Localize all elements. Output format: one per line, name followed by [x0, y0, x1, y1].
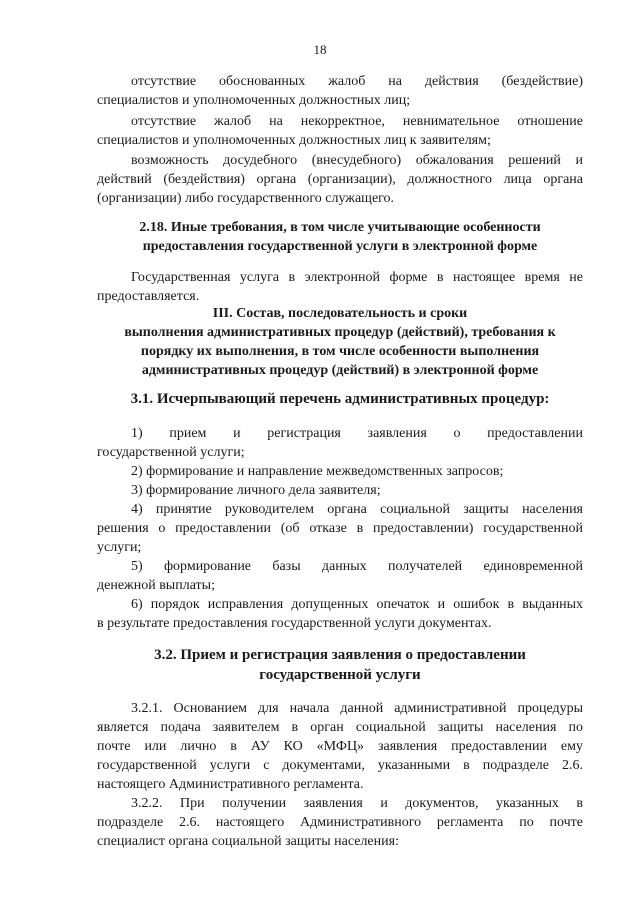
intro-line: отсутствие обоснованных жалоб на действия (бездействие) — [131, 74, 583, 89]
list-line: 3) формирование личного дела заявителя; — [131, 483, 381, 498]
list-line: 1) прием и регистрация заявления о предоставлении — [131, 426, 583, 441]
intro-line: специалистов и уполномоченных должностных лиц к заявителям; — [97, 133, 491, 148]
paragraph-line: почте или лично в АУ КО «МФЦ» заявления предоставлении ему — [97, 739, 583, 754]
section-3-heading: выполнения административных процедур (действий), требования к — [124, 325, 556, 340]
section-2-18-heading: 2.18. Иные требования, в том числе учитывающие особенности — [139, 220, 541, 235]
paragraph-line: 3.2.1. Основанием для начала данной административной процедуры — [131, 701, 583, 716]
section-2-18-text: предоставляется. — [97, 289, 200, 304]
list-line: решения о предоставлении (об отказе в предоставлении) государственной — [97, 521, 583, 536]
list-line: услуги; — [97, 540, 142, 555]
paragraph-line: настоящего Административного регламента. — [97, 777, 364, 792]
paragraph-line: специалист органа социальной защиты населения: — [97, 834, 399, 849]
list-line: денежной выплаты; — [97, 578, 215, 593]
intro-line: специалистов и уполномоченных должностных лиц; — [97, 93, 411, 108]
paragraph-line: подразделе 2.6. настоящего Административного регламента по почте — [97, 815, 583, 830]
list-line: 4) принятие руководителем органа социальной защиты населения — [131, 502, 583, 517]
intro-line: действий (бездействия) органа (организации), должностного лица органа — [97, 172, 583, 187]
paragraph-line: является подача заявителем в орган социальной защиты населения по — [97, 720, 583, 735]
intro-line: отсутствие жалоб на некорректное, невнимательное отношение — [131, 114, 583, 129]
intro-line: возможность досудебного (внесудебного) обжалования решений и — [131, 153, 583, 168]
section-3-2-heading: государственной услуги — [259, 667, 421, 683]
section-3-2-heading: 3.2. Прием и регистрация заявления о предоставлении — [154, 647, 526, 663]
section-2-18-text: Государственная услуга в электронной форме в настоящее время не — [131, 270, 583, 285]
page-number: 18 — [313, 42, 327, 57]
section-2-18-heading: предоставления государственной услуги в электронной форме — [142, 239, 538, 254]
section-3-1-heading: 3.1. Исчерпывающий перечень административных процедур: — [130, 391, 550, 407]
list-line: государственной услуги; — [97, 445, 245, 460]
section-3-heading: порядку их выполнения, в том числе особенности выполнения — [140, 344, 540, 359]
paragraph-line: государственной услуги с документами, указанными в подразделе 2.6. — [97, 758, 583, 773]
list-line: 2) формирование и направление межведомственных запросов; — [131, 464, 504, 479]
section-3-heading: административных процедур (действий) в электронной форме — [141, 363, 539, 378]
section-3-heading: III. Состав, последовательность и сроки — [212, 306, 468, 321]
list-line: 5) формирование базы данных получателей единовременной — [131, 559, 583, 574]
list-line: 6) порядок исправления допущенных опечаток и ошибок в выданных — [131, 597, 583, 612]
paragraph-line: 3.2.2. При получении заявления и документов, указанных в — [131, 796, 583, 811]
list-line: в результате предоставления государственной услуги документах. — [97, 616, 492, 631]
intro-line: (организации) либо государственного служащего. — [97, 191, 395, 206]
